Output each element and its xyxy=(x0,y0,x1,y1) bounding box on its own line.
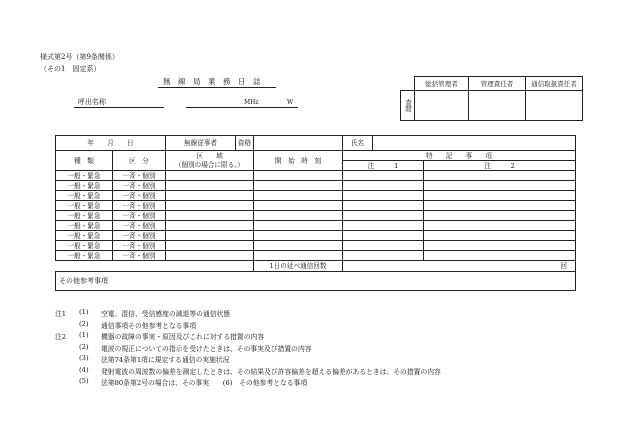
footnote-text: 電波の規正についての指示を受けたときは、その事実及び措置の内容 xyxy=(101,344,312,353)
log-row xyxy=(56,221,576,231)
footnote-text: 機器の故障の事実・原因及びこれに対する措置の内容 xyxy=(101,333,265,341)
page-title: 無 線 局 業 務 日 誌 xyxy=(163,77,261,86)
row-type: 一般・緊急 xyxy=(56,231,113,241)
footnote-item xyxy=(55,331,575,343)
qualification-field[interactable] xyxy=(254,136,343,151)
row-area[interactable] xyxy=(166,251,254,261)
qualification-label: 資格 xyxy=(236,136,254,151)
row-area[interactable] xyxy=(166,231,254,241)
callsign-field[interactable] xyxy=(74,107,164,108)
row-note2[interactable] xyxy=(424,251,576,261)
row-start[interactable] xyxy=(254,181,343,191)
row-note1[interactable] xyxy=(343,201,424,211)
log-row xyxy=(56,211,576,221)
stamp-box-general[interactable] xyxy=(415,91,469,121)
freq-unit: MHz xyxy=(244,99,259,106)
row-start[interactable] xyxy=(254,251,343,261)
row-note1[interactable] xyxy=(343,221,424,231)
footnote-text: 法第74条第1項に規定する通信の実施状況 xyxy=(101,356,230,364)
footnote-number: (2) xyxy=(79,342,89,351)
log-row xyxy=(56,231,576,241)
row-class: 一斉・個別 xyxy=(113,171,166,181)
row-note1[interactable] xyxy=(343,181,424,191)
footnote-number: (3) xyxy=(79,354,89,362)
date-label: 年 月 日 xyxy=(56,136,166,151)
log-row xyxy=(56,251,576,261)
row-note2[interactable] xyxy=(424,241,576,251)
row-start[interactable] xyxy=(254,191,343,201)
log-row xyxy=(56,181,576,191)
col-type: 種 類 xyxy=(56,151,113,171)
row-start[interactable] xyxy=(254,231,343,241)
row-note2[interactable] xyxy=(424,201,576,211)
row-start[interactable] xyxy=(254,221,343,231)
footnote-number: (2) xyxy=(79,319,89,328)
col-note2: 注 2 xyxy=(424,161,576,171)
operator-label: 無線従事者 xyxy=(166,136,236,151)
row-start[interactable] xyxy=(254,241,343,251)
row-area[interactable] xyxy=(166,201,254,211)
mgmt-header-operator: 通信取扱責任者 xyxy=(526,77,583,91)
col-class: 区 分 xyxy=(113,151,166,171)
col-notes: 特 記 事 項 xyxy=(343,151,576,161)
row-note2[interactable] xyxy=(424,171,576,181)
row-area[interactable] xyxy=(166,191,254,201)
footnote-text: 通信事項その他参考となる事項 xyxy=(101,321,197,330)
row-area[interactable] xyxy=(166,211,254,221)
freq-power-field[interactable] xyxy=(186,107,298,108)
row-class: 一斉・個別 xyxy=(113,221,166,231)
log-row xyxy=(56,201,576,211)
row-note2[interactable] xyxy=(424,191,576,201)
row-type: 一般・緊急 xyxy=(56,251,113,261)
footnote-item xyxy=(55,320,575,332)
row-area[interactable] xyxy=(166,221,254,231)
footnote-text: 空電、混信、受信感度の減退等の通信状態 xyxy=(101,310,231,318)
row-note2[interactable] xyxy=(424,231,576,241)
row-note1[interactable] xyxy=(343,191,424,201)
footnote-number: (1) xyxy=(79,331,89,339)
footnote-number: (4) xyxy=(79,365,89,374)
row-note1[interactable] xyxy=(343,251,424,261)
row-class: 一斉・個別 xyxy=(113,211,166,221)
row-class: 一斉・個別 xyxy=(113,251,166,261)
row-class: 一斉・個別 xyxy=(113,231,166,241)
footnote-item xyxy=(55,377,575,389)
footnote-item xyxy=(55,308,575,320)
name-label: 氏名 xyxy=(343,136,373,151)
row-type: 一般・緊急 xyxy=(56,241,113,251)
footnote-number: (1) xyxy=(79,308,89,316)
footnotes xyxy=(55,308,575,389)
row-area[interactable] xyxy=(166,171,254,181)
col-start: 開 始 時 刻 xyxy=(254,151,343,171)
footnote-prefix: 注1 xyxy=(55,310,67,318)
col-area-sub: （個別の場合に限る。） xyxy=(166,161,254,171)
col-area: 区 域 xyxy=(166,151,254,161)
row-start[interactable] xyxy=(254,201,343,211)
stamp-box-manager[interactable] xyxy=(469,91,526,121)
stamp-box-operator[interactable] xyxy=(526,91,583,121)
row-area[interactable] xyxy=(166,181,254,191)
power-unit: W xyxy=(287,99,294,106)
footnote-item xyxy=(55,366,575,378)
log-row xyxy=(56,241,576,251)
mgmt-header-general: 総括管理者 xyxy=(415,77,469,91)
row-note2[interactable] xyxy=(424,221,576,231)
row-start[interactable] xyxy=(254,211,343,221)
other-notes-row[interactable] xyxy=(56,272,576,291)
row-note1[interactable] xyxy=(343,231,424,241)
row-note2[interactable] xyxy=(424,211,576,221)
name-field[interactable] xyxy=(373,136,576,151)
footnote-item xyxy=(55,354,575,366)
row-type: 一般・緊急 xyxy=(56,181,113,191)
row-note2[interactable] xyxy=(424,181,576,191)
log-row xyxy=(56,191,576,201)
row-start[interactable] xyxy=(254,171,343,181)
col-note1: 注 1 xyxy=(343,161,424,171)
row-note1[interactable] xyxy=(343,211,424,221)
row-area[interactable] xyxy=(166,241,254,251)
footnote-prefix: 注2 xyxy=(55,333,67,341)
row-note1[interactable] xyxy=(343,241,424,251)
log-table xyxy=(55,135,576,291)
mgmt-header-manager: 管理責任者 xyxy=(469,77,526,91)
form-number: 様式第2号（第9条関係） xyxy=(40,53,119,61)
footnote-item xyxy=(55,343,575,355)
row-type: 一般・緊急 xyxy=(56,191,113,201)
footnote-text: 発射電波の周波数の偏差を測定したときは、その結果及び許容偏差を超える偏差があるときは、その措置の内容 xyxy=(101,367,441,376)
row-type: 一般・緊急 xyxy=(56,221,113,231)
count-unit: 回 xyxy=(343,261,576,272)
form-subtitle: （その1 固定系） xyxy=(40,65,101,73)
row-class: 一斉・個別 xyxy=(113,191,166,201)
callsign-label: 呼出名称 xyxy=(78,98,106,106)
row-type: 一般・緊急 xyxy=(56,201,113,211)
row-type: 一般・緊急 xyxy=(56,211,113,221)
stamp-label: 査閲 xyxy=(401,91,415,121)
management-table xyxy=(400,76,583,121)
row-note1[interactable] xyxy=(343,171,424,181)
title-underline xyxy=(158,87,276,88)
row-type: 一般・緊急 xyxy=(56,171,113,181)
other-notes-label: その他参考事項 xyxy=(59,277,108,285)
log-row xyxy=(56,171,576,181)
row-class: 一斉・個別 xyxy=(113,201,166,211)
row-class: 一斉・個別 xyxy=(113,241,166,251)
total-label: 1日の延べ通信回数 xyxy=(254,261,343,272)
footnote-text: 法第80条第2号の場合は、その事実 (6) その他参考となる事項 xyxy=(101,379,308,387)
footnote-number: (5) xyxy=(79,377,89,385)
row-class: 一斉・個別 xyxy=(113,181,166,191)
